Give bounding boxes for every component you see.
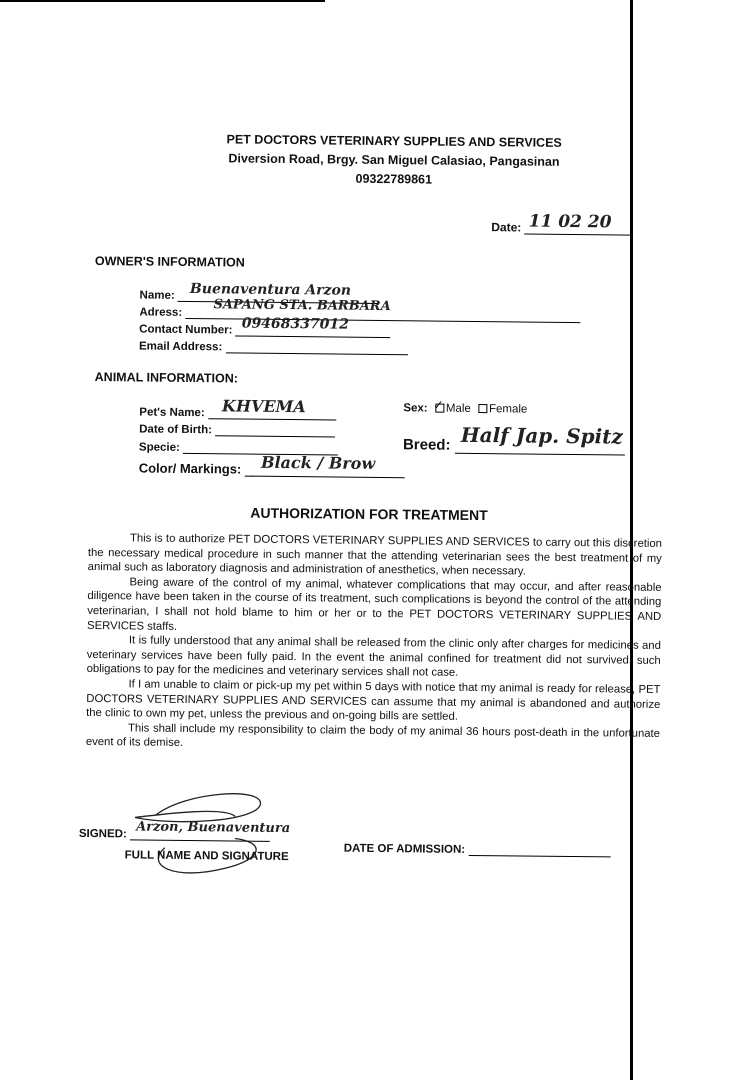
sex-field [403, 399, 528, 416]
pet-name-label: Pet's Name: [139, 406, 205, 420]
owner-email-value [225, 339, 407, 355]
owner-name-label: Name: [139, 289, 175, 302]
authorization-paragraph: It is fully understood that any animal shall be released from the clinic only after charges for medicines and veterinary services have been fully paid. In the event the animal confined for treatment did not survived, such obligations to pay for the medicines and veterinary services shall not case. [86, 634, 661, 680]
color-label: Color/ Markings: [138, 460, 242, 477]
clinic-phone: 09322789861 [355, 171, 433, 187]
breed-field [402, 422, 625, 455]
female-option: Female [488, 403, 528, 416]
signed-value: Arzon, Buenaventura [136, 819, 291, 837]
male-checkbox: ✓ [432, 399, 444, 415]
date-label: Date: [491, 220, 522, 235]
color-field [138, 452, 405, 478]
owner-address-label: Adress: [139, 306, 183, 319]
clinic-header [184, 130, 605, 191]
dob-field [139, 421, 335, 437]
owner-email-label: Email Address: [138, 340, 223, 354]
signed-label: SIGNED: [78, 827, 127, 841]
authorization-paragraph: This is to authorize PET DOCTORS VETERINARY SUPPLIES AND SERVICES to carry out this discretion the necessary medical procedure in such manner that the attending veterinarian sees the best treatment of my animal such as laboratory diagnosis and administration of anesthetics, when necessary. [87, 532, 663, 578]
owner-contact-field [139, 315, 391, 338]
authorization-paragraph: If I am unable to claim or pick-up my pet within 5 days with notice that my animal is ready for release, PET DOCTORS VETERINARY SUPPLIES AND SERVICES can assume that my animal is abandoned and authorize the clinic to own my pet, unless the previous and on-going bills are settled. [86, 678, 661, 723]
male-option: Male [445, 402, 471, 415]
owner-contact-value: 09468337012 [241, 315, 349, 333]
owner-address-value: SAPANG STA. BARBARA [213, 297, 391, 315]
owner-contact-label: Contact Number: [139, 323, 233, 337]
female-checkbox [478, 404, 487, 413]
breed-label: Breed: [402, 436, 451, 454]
admission-field [344, 842, 611, 858]
clinic-name: PET DOCTORS VETERINARY SUPPLIES AND SERVICES [226, 132, 562, 150]
signature-caption: FULL NAME AND SIGNATURE [124, 849, 289, 864]
owner-address-field [139, 297, 580, 323]
owner-heading: OWNER'S INFORMATION [94, 253, 245, 270]
dob-label: Date of Birth: [139, 423, 213, 437]
authorization-title: AUTHORIZATION FOR TREATMENT [250, 504, 488, 524]
pet-name-value: KHVEMA [221, 396, 306, 417]
animal-heading: ANIMAL INFORMATION: [94, 370, 239, 386]
specie-label: Specie: [138, 441, 180, 454]
pet-name-field [139, 396, 336, 420]
clinic-address: Diversion Road, Brgy. San Miguel Calasiao, Pangasinan [228, 151, 560, 169]
owner-email-field [139, 338, 408, 355]
date-value: 11 02 20 [528, 211, 612, 233]
date-field [491, 211, 633, 235]
authorization-body [86, 531, 662, 756]
authorization-paragraph: Being aware of the control of my animal, whatever complications that may occur, and after reasonable diligence have been taken in the course of its treatment, such complications is beyond the control of the attending veterinarian, I shall not hold blame to him or her or to the PET DOCTORS VETERINARY SUPPLIES AND SERVICES staffs. [87, 576, 662, 633]
sex-label: Sex: [403, 402, 428, 415]
color-value: Black / Brow [260, 452, 376, 473]
authorization-paragraph: This shall include my responsibility to claim the body of my animal 36 hours post-death in the unfortunate event of its demise. [85, 722, 661, 750]
owner-name-value: Buenaventura Arzon [189, 280, 352, 299]
signed-field [78, 819, 291, 842]
admission-label: DATE OF ADMISSION: [343, 842, 466, 856]
breed-value: Half Jap. Spitz [460, 422, 623, 449]
